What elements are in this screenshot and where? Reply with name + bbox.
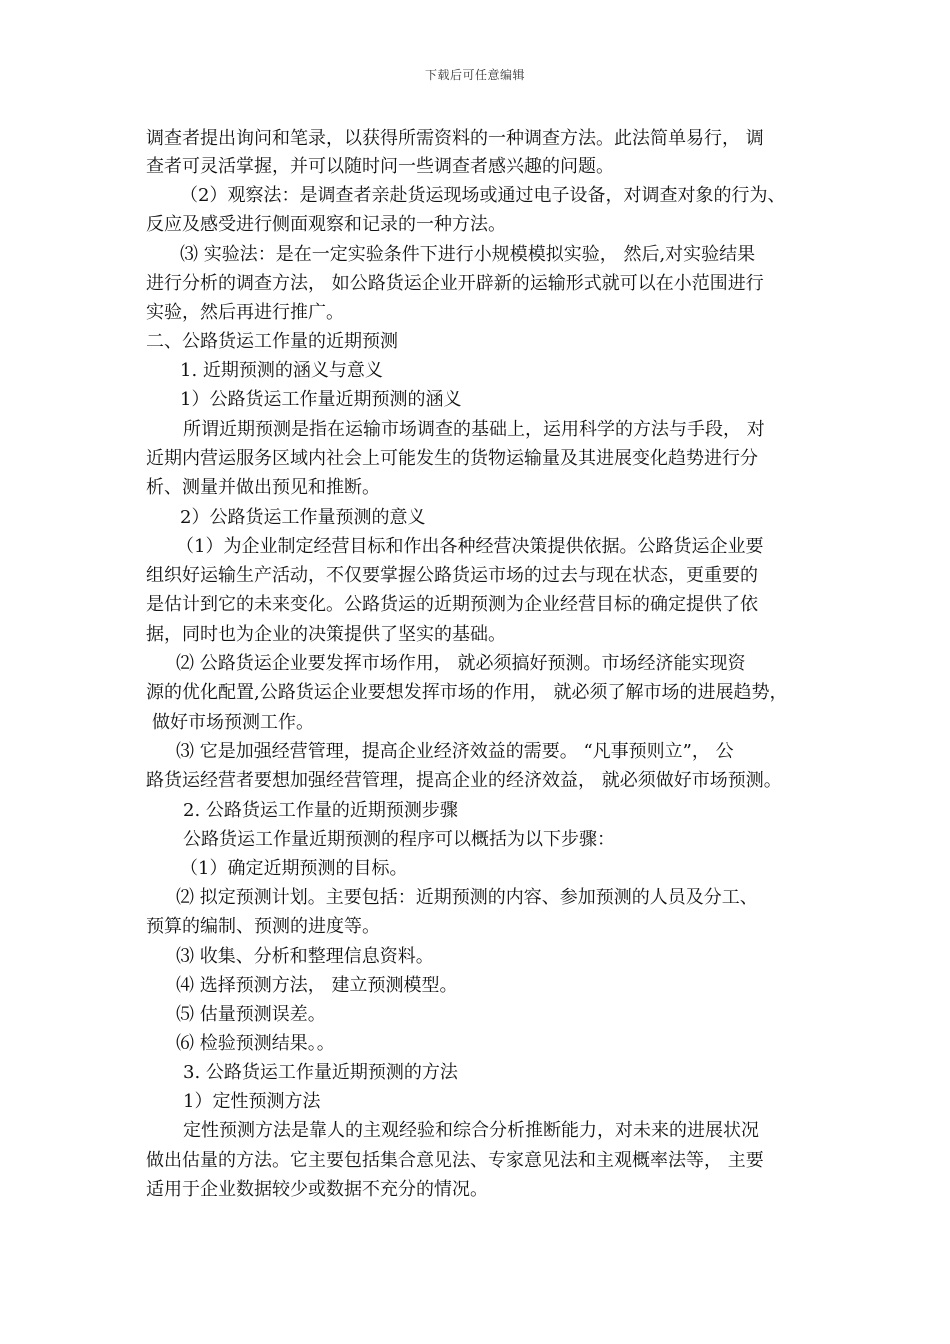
subsection-heading: 3. 公路货运工作量近期预测的方法: [183, 1062, 458, 1083]
body-line: 是估计到它的未来变化。公路货运的近期预测为企业经营目标的确定提供了依: [146, 594, 758, 615]
subsection-heading: 2）公路货运工作量预测的意义: [180, 507, 426, 528]
subsection-heading: 1）公路货运工作量近期预测的涵义: [180, 389, 462, 410]
list-item: ⑷ 选择预测方法， 建立预测模型。: [176, 975, 458, 996]
list-item: ⑶ 收集、分析和整理信息资料。: [176, 946, 434, 967]
body-line: 反应及感受进行侧面观察和记录的一种方法。: [146, 214, 506, 235]
list-item: ⑸ 估量预测误差。: [176, 1004, 326, 1025]
list-item: ⑹ 检验预测结果。。: [176, 1033, 335, 1054]
body-line: 组织好运输生产活动，不仅要掌握公路货运市场的过去与现在状态，更重要的: [146, 565, 758, 586]
body-line: 所谓近期预测是指在运输市场调查的基础上，运用科学的方法与手段， 对: [183, 419, 765, 440]
body-line: 做好市场预测工作。: [152, 712, 314, 733]
body-line: （2）观察法：是调查者亲赴货运现场或通过电子设备，对调查对象的行为、: [180, 185, 786, 206]
body-line: ⑶ 它是加强经营管理，提高企业经济效益的需要。 “凡事预则立”， 公: [176, 741, 734, 762]
body-line: 定性预测方法是靠人的主观经验和综合分析推断能力，对未来的进展状况: [183, 1120, 759, 1141]
body-line: 进行分析的调查方法， 如公路货运企业开辟新的运输形式就可以在小范围进行: [146, 273, 764, 294]
body-line: 适用于企业数据较少或数据不充分的情况。: [146, 1179, 488, 1200]
body-line: 路货运经营者要想加强经营管理，提高企业的经济效益， 就必须做好市场预测。: [146, 770, 782, 791]
list-item: （1）确定近期预测的目标。: [180, 858, 408, 879]
body-line: （1）为企业制定经营目标和作出各种经营决策提供依据。公路货运企业要: [176, 536, 764, 557]
page-header: 下载后可任意编辑: [424, 68, 525, 82]
subsection-heading: 1. 近期预测的涵义与意义: [180, 360, 383, 381]
body-line: 查者可灵活掌握，并可以随时问一些调查者感兴趣的问题。: [146, 156, 614, 177]
body-line: 源的优化配置,公路货运企业要想发挥市场的作用， 就必须了解市场的进展趋势，: [146, 682, 788, 703]
body-line: 析、测量并做出预见和推断。: [146, 477, 380, 498]
body-line: ⑵ 公路货运企业要发挥市场作用， 就必须搞好预测。市场经济能实现资: [176, 653, 746, 674]
body-line: 据，同时也为企业的决策提供了坚实的基础。: [146, 624, 506, 645]
body-line: 调查者提出询问和笔录，以获得所需资料的一种调查方法。此法简单易行， 调: [146, 128, 764, 149]
subsection-heading: 1）定性预测方法: [183, 1091, 321, 1112]
subsection-heading: 2. 公路货运工作量的近期预测步骤: [183, 800, 458, 821]
list-item: 预算的编制、预测的进度等。: [146, 916, 380, 937]
body-line: 实验，然后再进行推广。: [146, 302, 344, 323]
body-line: 公路货运工作量近期预测的程序可以概括为以下步骤：: [183, 829, 615, 850]
section-heading: 二、公路货运工作量的近期预测: [146, 331, 398, 352]
list-item: ⑵ 拟定预测计划。主要包括：近期预测的内容、参加预测的人员及分工、: [176, 887, 758, 908]
body-line: 做出估量的方法。它主要包括集合意见法、专家意见法和主观概率法等， 主要: [146, 1150, 764, 1171]
body-line: ⑶ 实验法：是在一定实验条件下进行小规模模拟实验， 然后,对实验结果: [180, 244, 756, 265]
body-line: 近期内营运服务区域内社会上可能发生的货物运输量及其进展变化趋势进行分: [146, 448, 758, 469]
